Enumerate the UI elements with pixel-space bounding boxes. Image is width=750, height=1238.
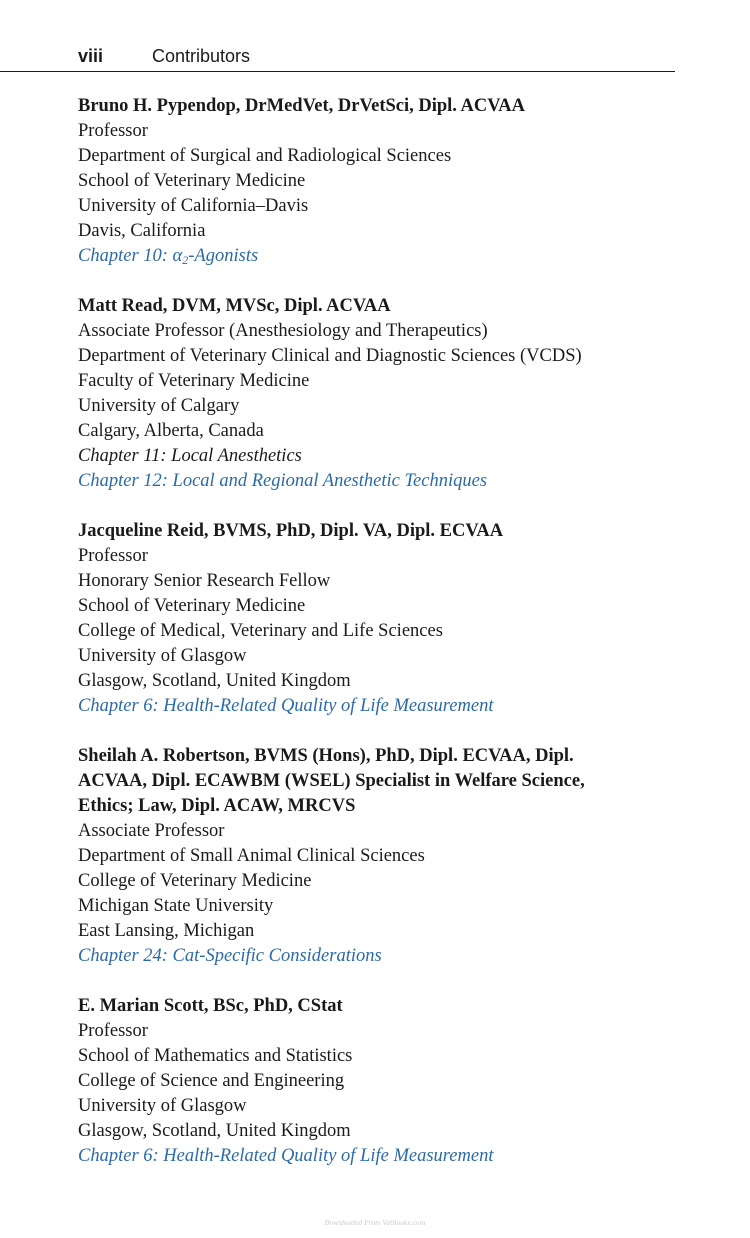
affiliation-line: Department of Small Animal Clinical Sciences xyxy=(78,846,425,866)
chapter-link[interactable]: Chapter 6: Health-Related Quality of Life Measurement xyxy=(78,1146,494,1166)
contributor-name-line: ACVAA, Dipl. ECAWBM (WSEL) Specialist in Welfare Science, xyxy=(78,771,585,791)
affiliation-line: Department of Surgical and Radiological Sciences xyxy=(78,146,452,166)
affiliation-line: University of Glasgow xyxy=(78,646,247,666)
affiliation-line: Professor xyxy=(78,121,148,141)
chapter-link[interactable]: Chapter 6: Health-Related Quality of Life Measurement xyxy=(78,696,494,716)
contributor-entry xyxy=(78,994,678,1169)
contributor-entry xyxy=(78,294,678,494)
affiliation-line: University of Glasgow xyxy=(78,1096,247,1116)
chapter-link[interactable] xyxy=(78,244,678,269)
affiliation-line: University of California–Davis xyxy=(78,196,309,216)
affiliation-line: School of Veterinary Medicine xyxy=(78,171,306,191)
contributor-name: E. Marian Scott, BSc, PhD, CStat xyxy=(78,996,343,1016)
chapter-link[interactable]: Chapter 24: Cat-Specific Considerations xyxy=(78,946,382,966)
affiliation-line: School of Veterinary Medicine xyxy=(78,596,306,616)
affiliation-line: Glasgow, Scotland, United Kingdom xyxy=(78,671,351,691)
affiliation-line: Department of Veterinary Clinical and Diagnostic Sciences (VCDS) xyxy=(78,346,582,366)
affiliation-line: Michigan State University xyxy=(78,896,274,916)
chapter-link-suffix: -Agonists xyxy=(188,246,259,266)
affiliation-line: Associate Professor xyxy=(78,821,225,841)
affiliation-line: Faculty of Veterinary Medicine xyxy=(78,371,310,391)
contributor-entry xyxy=(78,519,678,719)
contributor-list xyxy=(78,94,678,1194)
contributor-name: Bruno H. Pypendop, DrMedVet, DrVetSci, Dipl. ACVAA xyxy=(78,96,525,116)
chapter-link-prefix: Chapter 10: α xyxy=(78,246,183,266)
affiliation-line: East Lansing, Michigan xyxy=(78,921,255,941)
affiliation-line: Professor xyxy=(78,546,148,566)
affiliation-line: College of Veterinary Medicine xyxy=(78,871,312,891)
contributor-name-line: Sheilah A. Robertson, BVMS (Hons), PhD, Dipl. ECVAA, Dipl. xyxy=(78,746,574,766)
section-title: Contributors xyxy=(152,46,251,66)
running-header xyxy=(0,0,675,72)
affiliation-line: Professor xyxy=(78,1021,148,1041)
affiliation-line: Davis, California xyxy=(78,221,206,241)
page-number: viii xyxy=(78,46,104,66)
affiliation-line: University of Calgary xyxy=(78,396,240,416)
affiliation-line: School of Mathematics and Statistics xyxy=(78,1046,353,1066)
affiliation-line: College of Medical, Veterinary and Life Sciences xyxy=(78,621,443,641)
affiliation-line: Honorary Senior Research Fellow xyxy=(78,571,331,591)
contributor-entry xyxy=(78,744,678,969)
affiliation-line: Associate Professor (Anesthesiology and Therapeutics) xyxy=(78,321,488,341)
affiliation-line: Glasgow, Scotland, United Kingdom xyxy=(78,1121,351,1141)
download-watermark: Downloaded From VetBooks.com xyxy=(324,1220,426,1227)
contributor-name-line: Ethics; Law, Dipl. ACAW, MRCVS xyxy=(78,796,356,816)
affiliation-line: College of Science and Engineering xyxy=(78,1071,345,1091)
contributor-name: Jacqueline Reid, BVMS, PhD, Dipl. VA, Dipl. ECVAA xyxy=(78,521,504,541)
chapter-link-subscript: 2 xyxy=(182,253,189,267)
chapter-reference: Chapter 11: Local Anesthetics xyxy=(78,446,302,466)
contributor-entry xyxy=(78,94,678,269)
affiliation-line: Calgary, Alberta, Canada xyxy=(78,421,264,441)
chapter-link[interactable]: Chapter 12: Local and Regional Anesthetic Techniques xyxy=(78,471,488,491)
contributor-name: Matt Read, DVM, MVSc, Dipl. ACVAA xyxy=(78,296,391,316)
